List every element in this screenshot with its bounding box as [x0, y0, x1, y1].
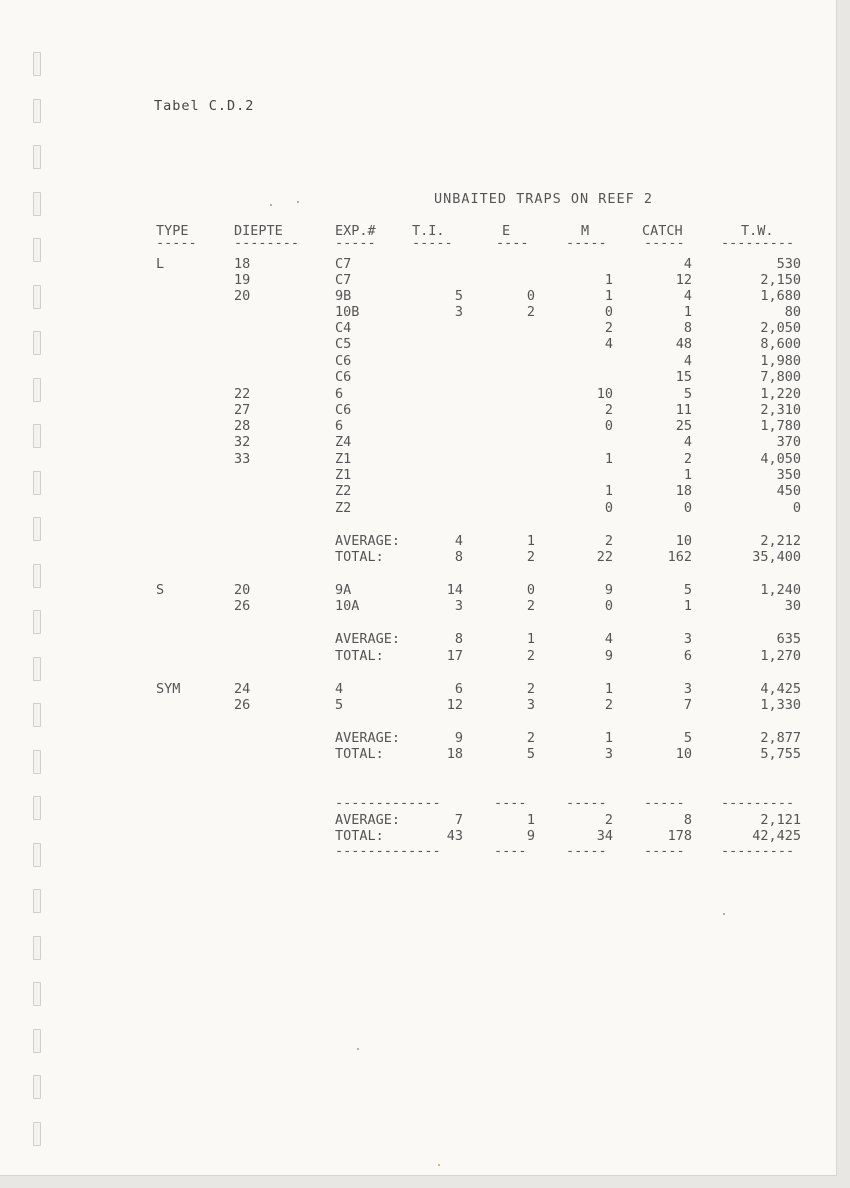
binding-hole	[33, 982, 41, 1006]
table-cell: 4	[604, 336, 613, 352]
table-cell: AVERAGE:	[335, 730, 401, 746]
binding-hole	[33, 657, 41, 681]
table-cell: 22	[596, 549, 613, 565]
table-cell: 26	[234, 697, 251, 713]
table-cell: 18	[234, 256, 251, 272]
grand-total-rule: ---------	[721, 843, 795, 859]
column-header: M	[581, 223, 590, 239]
table-cell: 4,425	[760, 681, 801, 697]
table-cell: 5	[454, 288, 463, 304]
table-cell: 9B	[335, 288, 352, 304]
table-cell: Z2	[335, 483, 352, 499]
table-cell: 5	[683, 730, 692, 746]
table-cell: 4	[683, 288, 692, 304]
table-cell: 35,400	[752, 549, 801, 565]
binding-hole	[33, 889, 41, 913]
table-cell: C6	[335, 402, 352, 418]
column-underline: ---------	[721, 235, 795, 251]
table-cell: 11	[675, 402, 692, 418]
table-cell: 2,310	[760, 402, 801, 418]
table-cell: 3	[526, 697, 535, 713]
table-cell: AVERAGE:	[335, 812, 401, 828]
table-cell: C6	[335, 353, 352, 369]
table-cell: AVERAGE:	[335, 631, 401, 647]
binding-hole	[33, 378, 41, 402]
table-cell: 15	[675, 369, 692, 385]
table-cell: 10	[675, 746, 692, 762]
table-cell: 2,877	[760, 730, 801, 746]
table-cell: 1	[604, 272, 613, 288]
table-cell: 1,680	[760, 288, 801, 304]
binding-hole	[33, 703, 41, 727]
column-underline: --------	[234, 235, 300, 251]
table-cell: 1,980	[760, 353, 801, 369]
table-cell: 80	[784, 304, 801, 320]
table-cell: 3	[604, 746, 613, 762]
table-cell: 2	[526, 648, 535, 664]
binding-hole	[33, 610, 41, 634]
binding-hole	[33, 285, 41, 309]
table-cell: 6	[454, 681, 463, 697]
column-underline: -----	[335, 235, 376, 251]
table-cell: 1,780	[760, 418, 801, 434]
column-header: EXP.#	[335, 223, 376, 239]
binding-hole	[33, 936, 41, 960]
table-cell: 370	[776, 434, 801, 450]
table-cell: 20	[234, 288, 251, 304]
table-cell: 6	[335, 386, 344, 402]
table-cell: 33	[234, 451, 251, 467]
grand-total-rule: -----	[644, 795, 685, 811]
column-header: DIEPTE	[234, 223, 283, 239]
table-cell: C7	[335, 272, 352, 288]
table-cell: 0	[683, 500, 692, 516]
table-cell: 5	[335, 697, 344, 713]
table-cell: 1	[604, 681, 613, 697]
table-cell: 48	[675, 336, 692, 352]
table-cell: 3	[683, 631, 692, 647]
table-cell: 4	[335, 681, 344, 697]
table-cell: 1	[604, 483, 613, 499]
binding-hole	[33, 750, 41, 774]
table-cell: 1	[683, 598, 692, 614]
table-cell: 2,050	[760, 320, 801, 336]
binding-hole	[33, 424, 41, 448]
table-cell: 30	[784, 598, 801, 614]
binding-hole	[33, 1075, 41, 1099]
table-cell: 9	[604, 648, 613, 664]
table-cell: 2,121	[760, 812, 801, 828]
table-cell: 12	[446, 697, 463, 713]
grand-total-rule: -----	[644, 843, 685, 859]
table-cell: 9	[526, 828, 535, 844]
table-cell: 635	[776, 631, 801, 647]
table-cell: 3	[454, 304, 463, 320]
table-cell: 1,220	[760, 386, 801, 402]
table-cell: 1,270	[760, 648, 801, 664]
table-cell: 2	[526, 681, 535, 697]
table-cell: Z1	[335, 451, 352, 467]
binding-hole	[33, 1029, 41, 1053]
table-cell: L	[156, 256, 165, 272]
table-cell: 28	[234, 418, 251, 434]
table-cell: 8,600	[760, 336, 801, 352]
table-cell: 8	[454, 549, 463, 565]
column-header: T.W.	[741, 223, 774, 239]
binding-hole	[33, 517, 41, 541]
binding-hole	[33, 52, 41, 76]
table-cell: 162	[667, 549, 692, 565]
column-underline: -----	[644, 235, 685, 251]
column-header: E	[502, 223, 511, 239]
table-cell: 3	[683, 681, 692, 697]
table-cell: 530	[776, 256, 801, 272]
table-cell: 7	[683, 697, 692, 713]
table-cell: 2	[683, 451, 692, 467]
table-cell: 2	[526, 549, 535, 565]
table-cell: 18	[446, 746, 463, 762]
paper-speck	[270, 204, 272, 206]
binding-hole	[33, 843, 41, 867]
table-cell: 20	[234, 582, 251, 598]
table-cell: 8	[683, 320, 692, 336]
table-cell: 10B	[335, 304, 360, 320]
table-cell: 25	[675, 418, 692, 434]
column-header: T.I.	[412, 223, 445, 239]
table-cell: 1	[526, 533, 535, 549]
table-cell: 24	[234, 681, 251, 697]
table-cell: 5	[526, 746, 535, 762]
table-cell: 4,050	[760, 451, 801, 467]
table-cell: 4	[604, 631, 613, 647]
table-cell: 18	[675, 483, 692, 499]
paper-speck	[438, 1164, 440, 1166]
table-cell: 10A	[335, 598, 360, 614]
binding-hole	[33, 471, 41, 495]
table-cell: 2	[604, 402, 613, 418]
table-cell: 2	[526, 730, 535, 746]
table-cell: 43	[446, 828, 463, 844]
table-cell: 5	[683, 386, 692, 402]
table-cell: TOTAL:	[335, 549, 384, 565]
table-cell: 0	[604, 500, 613, 516]
table-label: Tabel C.D.2	[154, 98, 255, 114]
table-cell: SYM	[156, 681, 181, 697]
column-underline: -----	[412, 235, 453, 251]
paper-speck	[723, 913, 725, 915]
table-cell: 1,330	[760, 697, 801, 713]
table-cell: 22	[234, 386, 251, 402]
table-cell: 4	[454, 533, 463, 549]
binding-hole	[33, 99, 41, 123]
table-cell: 8	[683, 812, 692, 828]
table-cell: TOTAL:	[335, 828, 384, 844]
table-cell: Z2	[335, 500, 352, 516]
column-underline: -----	[156, 235, 197, 251]
table-cell: 10	[596, 386, 613, 402]
table-cell: 1	[604, 288, 613, 304]
table-cell: 1	[683, 467, 692, 483]
table-cell: Z4	[335, 434, 352, 450]
table-cell: 7,800	[760, 369, 801, 385]
paper-speck	[357, 1048, 359, 1050]
grand-total-rule: -----	[566, 795, 607, 811]
grand-total-rule: -----	[566, 843, 607, 859]
table-cell: 450	[776, 483, 801, 499]
table-cell: 6	[335, 418, 344, 434]
table-cell: 8	[454, 631, 463, 647]
table-cell: 26	[234, 598, 251, 614]
table-cell: 4	[683, 434, 692, 450]
binding-hole	[33, 331, 41, 355]
table-cell: 2	[526, 598, 535, 614]
table-cell: Z1	[335, 467, 352, 483]
table-cell: 0	[604, 598, 613, 614]
table-cell: AVERAGE:	[335, 533, 401, 549]
table-cell: 2	[526, 304, 535, 320]
binding-hole	[33, 1122, 41, 1146]
table-cell: 14	[446, 582, 463, 598]
table-cell: TOTAL:	[335, 648, 384, 664]
table-cell: 9A	[335, 582, 352, 598]
table-cell: C6	[335, 369, 352, 385]
table-cell: 0	[526, 582, 535, 598]
table-cell: 9	[454, 730, 463, 746]
table-cell: 5,755	[760, 746, 801, 762]
binding-hole	[33, 238, 41, 262]
grand-total-rule: ---------	[721, 795, 795, 811]
binding-hole	[33, 796, 41, 820]
table-cell: C4	[335, 320, 352, 336]
table-cell: 0	[604, 304, 613, 320]
table-cell: 9	[604, 582, 613, 598]
table-cell: 2	[604, 812, 613, 828]
table-cell: 2,212	[760, 533, 801, 549]
table-cell: 2	[604, 697, 613, 713]
binding-hole	[33, 145, 41, 169]
table-cell: 1	[604, 451, 613, 467]
table-cell: S	[156, 582, 165, 598]
table-cell: 3	[454, 598, 463, 614]
column-underline: -----	[566, 235, 607, 251]
table-cell: 42,425	[752, 828, 801, 844]
table-cell: 350	[776, 467, 801, 483]
table-cell: 27	[234, 402, 251, 418]
table-cell: 12	[675, 272, 692, 288]
table-title: UNBAITED TRAPS ON REEF 2	[434, 191, 654, 207]
table-cell: 4	[683, 353, 692, 369]
grand-total-rule: -------------	[335, 843, 441, 859]
table-cell: 4	[683, 256, 692, 272]
table-cell: 6	[683, 648, 692, 664]
table-cell: 1	[526, 812, 535, 828]
grand-total-rule: -------------	[335, 795, 441, 811]
table-cell: 1	[683, 304, 692, 320]
table-cell: C7	[335, 256, 352, 272]
table-cell: 17	[446, 648, 463, 664]
table-cell: 1	[604, 730, 613, 746]
column-header: TYPE	[156, 223, 189, 239]
column-underline: ----	[496, 235, 529, 251]
table-cell: 2	[604, 320, 613, 336]
table-cell: 0	[526, 288, 535, 304]
table-cell: 1,240	[760, 582, 801, 598]
table-cell: 0	[604, 418, 613, 434]
table-cell: 7	[454, 812, 463, 828]
binding-hole	[33, 564, 41, 588]
table-cell: 2,150	[760, 272, 801, 288]
table-cell: 2	[604, 533, 613, 549]
grand-total-rule: ----	[494, 843, 527, 859]
column-header: CATCH	[642, 223, 683, 239]
table-cell: 0	[792, 500, 801, 516]
binding-hole	[33, 192, 41, 216]
table-cell: 178	[667, 828, 692, 844]
table-cell: 5	[683, 582, 692, 598]
table-cell: 10	[675, 533, 692, 549]
table-cell: 19	[234, 272, 251, 288]
table-cell: C5	[335, 336, 352, 352]
table-cell: 34	[596, 828, 613, 844]
paper-speck	[297, 201, 299, 203]
table-cell: TOTAL:	[335, 746, 384, 762]
table-cell: 32	[234, 434, 251, 450]
table-cell: 1	[526, 631, 535, 647]
grand-total-rule: ----	[494, 795, 527, 811]
